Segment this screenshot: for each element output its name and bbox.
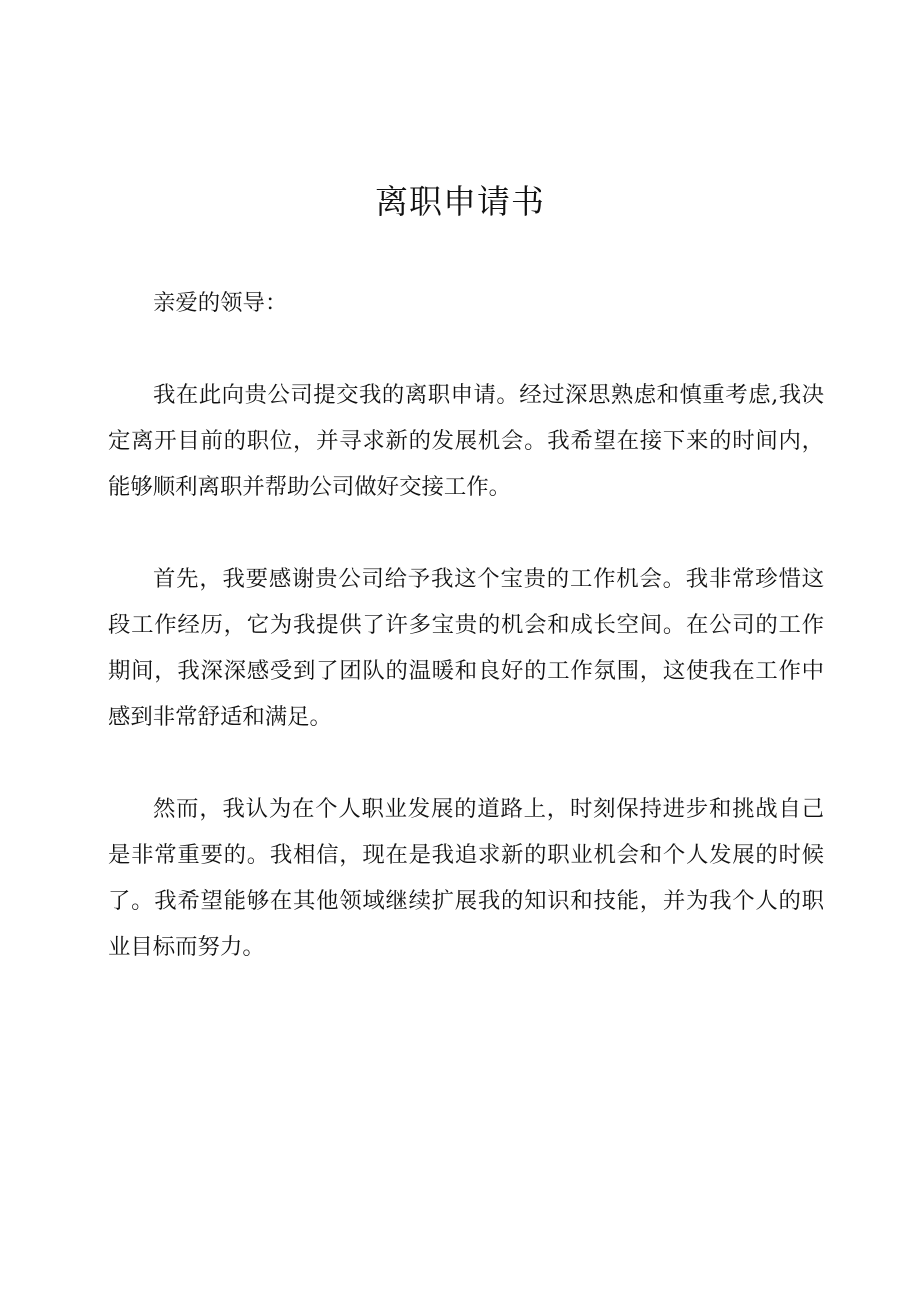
document-body: [108, 280, 824, 970]
salutation: 亲爱的领导：: [153, 290, 288, 316]
document-title: 离职申请书: [375, 182, 545, 221]
paragraph-intro: 我在此向贵公司提交我的离职申请。经过深思熟虑和慎重考虑,我决定离开目前的职位，并寻求新的发展机会。我希望在接下来的时间内，能够顺利离职并帮助公司做好交接工作。: [108, 382, 824, 500]
paragraph-reason: 然而，我认为在个人职业发展的道路上，时刻保持进步和挑战自己是非常重要的。我相信，现在是我追求新的职业机会和个人发展的时候了。我希望能够在其他领域继续扩展我的知识和技能，并为我个人的职业目标而努力。: [108, 796, 824, 960]
paragraph-thanks: 首先，我要感谢贵公司给予我这个宝贵的工作机会。我非常珍惜这段工作经历，它为我提供了许多宝贵的机会和成长空间。在公司的工作期间，我深深感受到了团队的温暖和良好的工作氛围，这使我在工作中感到非常舒适和满足。: [108, 566, 824, 730]
